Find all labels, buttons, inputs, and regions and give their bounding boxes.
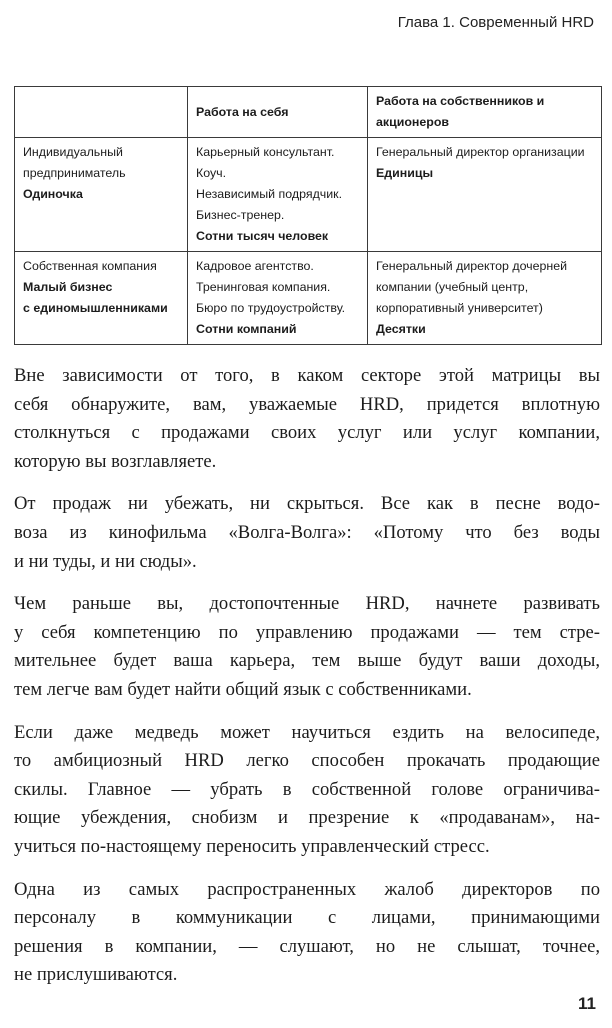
text-line: скилы. Главное — убрать в собственной голове ограничива- xyxy=(14,778,600,800)
text-line: не прислушиваются. xyxy=(14,964,178,986)
cell-line: Бизнес-тренер. xyxy=(196,208,285,222)
table-row xyxy=(15,138,602,252)
cell-line: Собственная компания xyxy=(23,259,157,273)
text-line: и ни туды, и ни сюды». xyxy=(14,550,197,572)
cell-line: Карьерный консультант. xyxy=(196,145,335,159)
cell-line: Генеральный директор дочерней xyxy=(376,259,568,273)
paragraph xyxy=(14,362,600,476)
cell-line: Кадровое агентство. xyxy=(196,259,314,273)
table-cell xyxy=(368,252,602,345)
table-header-row xyxy=(15,87,602,138)
cell-line-emphasis: Сотни компаний xyxy=(196,322,297,336)
table-header-self: Работа на себя xyxy=(188,87,368,138)
paragraph xyxy=(14,876,600,990)
cell-line-emphasis: Одиночка xyxy=(23,187,83,201)
text-line: себя обнаружите, вам, уважаемые HRD, придется вплотную xyxy=(14,393,600,415)
cell-line-emphasis: Сотни тысяч человек xyxy=(196,229,329,243)
text-line: персоналу в коммуникации с лицами, принимающими xyxy=(14,907,600,929)
text-line: Чем раньше вы, достопочтенные HRD, начнете развивать xyxy=(14,593,600,615)
text-line: у себя компетенцию по управлению продажами — тем стре- xyxy=(14,621,600,643)
table-cell xyxy=(15,138,188,252)
text-line: решения в компании, — слушают, но не слышат, точнее, xyxy=(14,935,600,957)
paragraph xyxy=(14,590,600,704)
text-line: мительнее будет ваша карьера, тем выше будут ваши доходы, xyxy=(14,650,600,672)
cell-line: компании (учебный центр, xyxy=(376,280,529,294)
cell-line: Генеральный директор организации xyxy=(376,145,585,159)
text-line: тем легче вам будет найти общий язык с собственниками. xyxy=(14,678,472,700)
paragraph xyxy=(14,490,600,576)
cell-line: Индивидуальный xyxy=(23,145,123,159)
paragraph xyxy=(14,719,600,862)
table-cell xyxy=(188,138,368,252)
table-row xyxy=(15,252,602,345)
cell-line: предприниматель xyxy=(23,166,126,180)
text-line: Если даже медведь может научиться ездить на велосипеде, xyxy=(14,721,600,743)
text-line: учиться по-настоящему переносить управленческий стресс. xyxy=(14,835,490,857)
text-line: воза из кинофильма «Волга-Волга»: «Потому что без воды xyxy=(14,521,600,543)
table-header-empty xyxy=(15,87,188,138)
text-line: столкнуться с продажами своих услуг или услуг компании, xyxy=(14,422,600,444)
cell-line: корпоративный университет) xyxy=(376,301,543,315)
text-line: ющие убеждения, снобизм и презрение к «продаванам», на- xyxy=(14,807,600,829)
text-line: Одна из самых распространенных жалоб директоров по xyxy=(14,878,600,900)
table-cell xyxy=(188,252,368,345)
table-cell xyxy=(15,252,188,345)
cell-line-emphasis: Десятки xyxy=(376,322,426,336)
body-text xyxy=(14,362,600,1004)
text-line: Вне зависимости от того, в каком секторе этой матрицы вы xyxy=(14,365,600,386)
cell-line-emphasis: с единомышленниками xyxy=(23,301,168,315)
cell-line-emphasis: Единицы xyxy=(376,166,434,180)
text-line: то амбициозный HRD легко способен прокачать продающие xyxy=(14,750,600,772)
cell-line: Независимый подрядчик. xyxy=(196,187,343,201)
table-header-owners: Работа на собственников и акционеров xyxy=(368,87,602,138)
cell-line: Тренинговая компания. xyxy=(196,280,331,294)
text-line: От продаж ни убежать, ни скрыться. Все как в песне водо- xyxy=(14,493,600,515)
running-head-title: Глава 1. Современный HRD xyxy=(397,14,594,31)
cell-line: Коуч. xyxy=(196,166,227,180)
table-cell xyxy=(368,138,602,252)
text-line: которую вы возглавляете. xyxy=(14,450,217,472)
cell-line: Бюро по трудоустройству. xyxy=(196,301,346,315)
career-matrix-table xyxy=(14,86,602,345)
page-number: 11 xyxy=(578,994,596,1013)
cell-line-emphasis: Малый бизнес xyxy=(23,280,113,294)
